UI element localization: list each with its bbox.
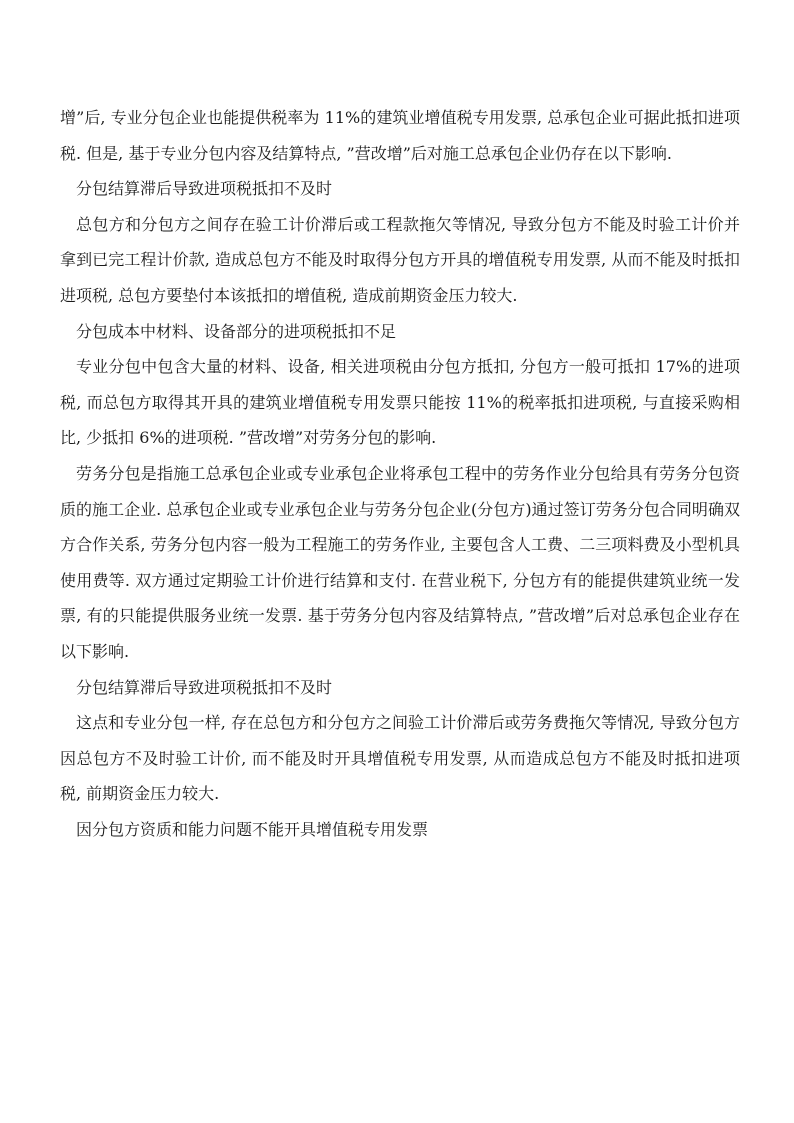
document-body xyxy=(60,100,740,847)
section-heading: 分包结算滞后导致进项税抵扣不及时 xyxy=(76,179,333,199)
body-paragraph: 增”后, 专业分包企业也能提供税率为 11%的建筑业增值税专用发票, 总承包企业可据此抵扣进项税. 但是, 基于专业分包内容及结算特点, ”营改增”后对施工总承包企业仍存在以下影响. xyxy=(60,108,740,163)
body-paragraph: 这点和专业分包一样, 存在总包方和分包方之间验工计价滞后或劳务费拖欠等情况, 导致分包方因总包方不及时验工计价, 而不能及时开具增值税专用发票, 从而造成总包方不能及时抵扣进项税, 前期资金压力较大. xyxy=(60,713,740,804)
body-paragraph: 劳务分包是指施工总承包企业或专业承包企业将承包工程中的劳务作业分包给具有劳务分包资质的施工企业. 总承包企业或专业承包企业与劳务分包企业(分包方)通过签订劳务分包合同明确双方合作关系, 劳务分包内容一般为工程施工的劳务作业, 主要包含人工费、二三项料费及小型机具使用费等. 双方通过定期验工计价进行结算和支付. 在营业税下, 分包方有的能提供建筑业统一发票, 有的只能提供服务业统一发票. 基于劳务分包内容及结算特点, ”营改增”后对总承包企业存在以下影响. xyxy=(60,463,740,661)
section-heading: 分包成本中材料、设备部分的进项税抵扣不足 xyxy=(76,321,397,341)
body-paragraph: 总包方和分包方之间存在验工计价滞后或工程款拖欠等情况, 导致分包方不能及时验工计价并拿到已完工程计价款, 造成总包方不能及时取得分包方开具的增值税专用发票, 从而不能及时抵扣进项税, 总包方要垫付本该抵扣的增值税, 造成前期资金压力较大. xyxy=(60,214,740,305)
section-heading: 因分包方资质和能力问题不能开具增值税专用发票 xyxy=(76,819,429,839)
body-paragraph: 专业分包中包含大量的材料、设备, 相关进项税由分包方抵扣, 分包方一般可抵扣 17%的进项税, 而总包方取得其开具的建筑业增值税专用发票只能按 11%的税率抵扣进项税, 与直接采购相比, 少抵扣 6%的进项税. ”营改增”对劳务分包的影响. xyxy=(60,357,740,448)
section-heading: 分包结算滞后导致进项税抵扣不及时 xyxy=(76,677,333,697)
